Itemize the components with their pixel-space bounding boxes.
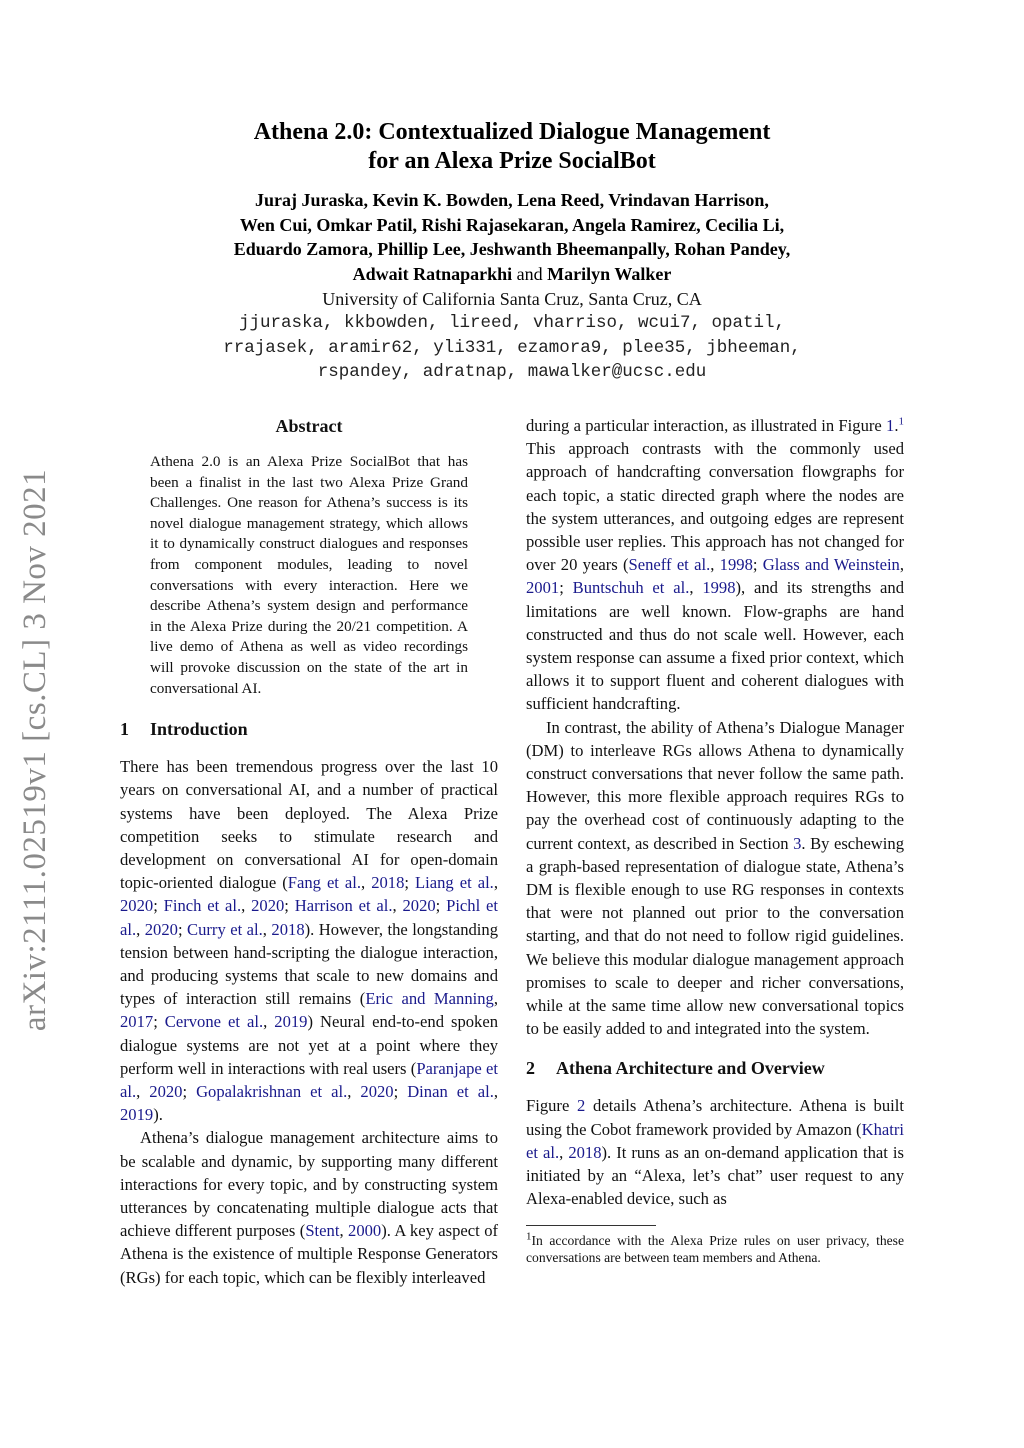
text-run: , (347, 1081, 361, 1101)
text-run: ). A key aspect of Athena is the existence of multiple Response Generators (RGs) for each topic, which can be flexibly interleaved (120, 1221, 499, 1287)
email-line-2: rrajasek, aramir62, yli331, ezamora9, plee35, jbheeman, (223, 337, 801, 358)
text-run: , (689, 578, 703, 598)
citation-link[interactable]: Harrison et al. (294, 896, 393, 916)
text-run: ). (153, 1105, 163, 1125)
left-column (120, 414, 498, 1289)
text-run: , (493, 873, 498, 893)
citation-link[interactable]: Buntschuh et al. (572, 578, 690, 598)
author-line-2: Wen Cui, Omkar Patil, Rishi Rajasekaran, Angela Ramirez, Cecilia Li, (239, 214, 785, 235)
author-line-3: Eduardo Zamora, Phillip Lee, Jeshwanth Bheemanpally, Rohan Pandey, (233, 239, 791, 259)
paper-title-line-2: for an Alexa Prize SocialBot (368, 148, 656, 174)
section-2-heading (526, 1056, 904, 1080)
right-paragraph-2 (526, 716, 904, 1041)
text-run: . By eschewing a graph-based representation of dialogue state, Athena’s DM is flexible enough to use RG responses in contexts that were not planned out prior to the conversation starting, and that do not need to follow rigid guidelines. We believe this modular dialogue management approach promises to scale to deeper and richer conversations, while at the same time allow new conversational topics to be easily added to and integrated into the system. (526, 833, 904, 1039)
text-run: , (361, 873, 372, 893)
text-run: ; (752, 555, 763, 575)
author-line-4 (0, 262, 1024, 287)
citation-link[interactable]: Liang et al. (415, 873, 494, 893)
section-1-title: Introduction (150, 719, 248, 740)
citation-link[interactable]: Gopalakrishnan et al. (196, 1081, 348, 1101)
figure-ref-link[interactable]: 2 (577, 1096, 586, 1116)
citation-link[interactable]: Eric and Manning (365, 989, 494, 1009)
text-run: , (262, 919, 272, 939)
citation-link[interactable]: 2018 (568, 1142, 602, 1162)
section-1-number: 1 (120, 719, 129, 740)
text-run: There has been tremendous progress over the last 10 years on conversational AI, and a number of practical systems have been deployed. The Alexa Prize competition seeks to stimulate research and development on conversational AI for open-domain topic-oriented dialogue ( (120, 757, 498, 893)
architecture-paragraph (526, 1094, 904, 1210)
section-1-heading (120, 717, 498, 741)
text-run: details Athena’s architecture. Athena is built using the Cobot framework provided by Amazon ( (526, 1096, 904, 1139)
title-block (0, 118, 1024, 385)
text-run: during a particular interaction, as illustrated in Figure (526, 416, 887, 435)
footnote-1 (526, 1229, 904, 1267)
section-2-title: Athena Architecture and Overview (556, 1058, 825, 1079)
text-run: Athena’s dialogue management architecture aims to be scalable and dynamic, by supporting many different interactions for every topic, and by constructing system utterances by concatenating multiple dialogue acts that achieve different purposes ( (120, 1128, 498, 1241)
citation-link[interactable]: Curry et al. (187, 919, 263, 939)
text-run: ; (284, 896, 295, 916)
abstract-heading: Abstract (275, 416, 343, 436)
citation-link[interactable]: 2018 (271, 919, 305, 939)
author-line-1: Juraj Juraska, Kevin K. Bowden, Lena Reed, Vrindavan Harrison, (255, 190, 769, 210)
citation-link[interactable]: Stent (305, 1221, 340, 1241)
footnote-mark: 1 (526, 1229, 532, 1242)
text-run: ; (177, 919, 188, 939)
figure-ref-link[interactable]: 1 (886, 416, 895, 435)
citation-link[interactable]: Glass and Weinstein (762, 555, 900, 575)
text-run: ; (559, 578, 573, 598)
author-conjunction: and (512, 263, 548, 284)
citation-link[interactable]: Pichl et al. (120, 896, 498, 939)
abstract-text: Athena 2.0 is an Alexa Prize SocialBot that has been a finalist in the last two Alexa Prize Grand Challenges. One reason for Athena’s success is its novel dialogue management strategy, which allows it to dynamically construct dialogues and responses from component modules, leading to novel conversations with every interaction. Here we describe Athena’s system design and performance in the Alexa Prize during the 20/21 competition. A live demo of Athena as well as video recordings will provoke discussion on the state of the art in conversational AI. (150, 453, 468, 697)
text-run: ; (393, 1081, 408, 1101)
text-run: In contrast, the ability of Athena’s Dialogue Manager (DM) to interleave RGs allows Athena to dynamically construct conversations that never follow the same path. However, this more flexible approach requires RGs to pay the overhead cost of continuously adapting to the current context, as described in Section (526, 717, 904, 853)
author-walker: Marilyn Walker (547, 263, 672, 284)
text-run: , (136, 919, 145, 939)
text-run: ) Neural end-to-end spoken dialogue systems are not yet at a point where they perform well in interactions with real users ( (120, 1012, 498, 1078)
text-run: , (899, 555, 905, 575)
text-run: ). It runs as an on-demand application that is initiated by an “Alexa, let’s chat” user request to any Alexa-enabled device, such as (526, 1142, 904, 1209)
text-run: ; (153, 896, 164, 916)
text-run: . (894, 416, 899, 435)
footnote-divider (526, 1225, 656, 1226)
text-run: , (559, 1142, 569, 1162)
text-run: , (339, 1221, 349, 1241)
affiliation: University of California Santa Cruz, Santa Cruz, CA (322, 289, 702, 309)
citation-link[interactable]: 2019 (120, 1105, 154, 1125)
section-ref-link[interactable]: 3 (793, 833, 802, 853)
citation-link[interactable]: Dinan et al. (407, 1081, 494, 1101)
citation-link[interactable]: 2020 (144, 919, 178, 939)
email-line-1: jjuraska, kkbowden, lireed, vharriso, wcui7, opatil, (238, 313, 786, 333)
citation-link[interactable]: 2020 (402, 896, 436, 916)
text-run: ). However, the longstanding tension between hand-scripting the dialogue interaction, and producing systems that scale to new domains and types of interaction still remains ( (120, 919, 499, 1009)
citation-link[interactable]: Fang et al. (287, 873, 362, 893)
citation-link[interactable]: 2000 (348, 1221, 382, 1241)
email-line-3: rspandey, adratnap, mawalker@ucsc.edu (317, 362, 707, 382)
paper-title-line-1: Athena 2.0: Contextualized Dialogue Management (253, 119, 771, 145)
intro-paragraph-2 (120, 1126, 498, 1288)
citation-link[interactable]: 1998 (702, 578, 736, 598)
author-ratnaparkhi: Adwait Ratnaparkhi (352, 263, 513, 284)
citation-link[interactable]: 2017 (120, 1012, 154, 1032)
text-run: ; (153, 1012, 165, 1032)
citation-link[interactable]: 2018 (371, 873, 405, 893)
author-list (0, 188, 1024, 286)
citation-link[interactable]: 2020 (120, 896, 154, 916)
text-run: , (263, 1012, 275, 1032)
text-run: , (136, 1081, 150, 1101)
citation-link[interactable]: 2020 (149, 1081, 183, 1101)
text-run: , (493, 989, 499, 1009)
footnote-ref-link[interactable]: 1 (898, 415, 904, 428)
right-paragraph-1 (526, 414, 904, 716)
citation-link[interactable]: 2001 (526, 578, 560, 598)
text-run: , (241, 896, 252, 916)
right-column (526, 414, 904, 1267)
text-run: , (710, 555, 720, 575)
text-run: , (493, 1081, 499, 1101)
text-run: ), and its strengths and limitations are well known. Flow-graphs are hand constructed and thus do not scale well. However, each system response can assume a fixed prior context, which allows it to support fluent and coherent dialogues with sufficient handcrafting. (526, 578, 904, 714)
text-run: ; (435, 896, 447, 916)
text-run: ; (182, 1081, 197, 1101)
citation-link[interactable]: Paranjape et al. (120, 1058, 498, 1101)
text-run: , (392, 896, 403, 916)
section-2-number: 2 (526, 1058, 535, 1079)
citation-link[interactable]: 2020 (251, 896, 285, 916)
citation-link[interactable]: 2019 (274, 1012, 308, 1032)
arxiv-side-stamp: arXiv:2111.02519v1 [cs.CL] 3 Nov 2021 (17, 468, 53, 1032)
citation-link[interactable]: Finch et al. (163, 896, 242, 916)
text-run: This approach contrasts with the commonly used approach of handcrafting conversation flowgraphs for each topic, a static directed graph where the nodes are the system utterances, and outgoing edges are represent possible user replies. This approach has not changed for over 20 years ( (526, 439, 904, 575)
footnote-text: In accordance with the Alexa Prize rules on user privacy, these conversations are between team members and Athena. (526, 1232, 904, 1265)
citation-link[interactable]: 1998 (719, 555, 753, 575)
text-run: ; (404, 873, 416, 893)
citation-link[interactable]: Seneff et al. (628, 555, 711, 575)
citation-link[interactable]: Cervone et al. (164, 1012, 264, 1032)
citation-link[interactable]: 2020 (360, 1081, 394, 1101)
text-run: Figure (526, 1096, 578, 1116)
intro-paragraph-1 (120, 755, 498, 1126)
citation-link[interactable]: Khatri et al. (526, 1119, 904, 1162)
